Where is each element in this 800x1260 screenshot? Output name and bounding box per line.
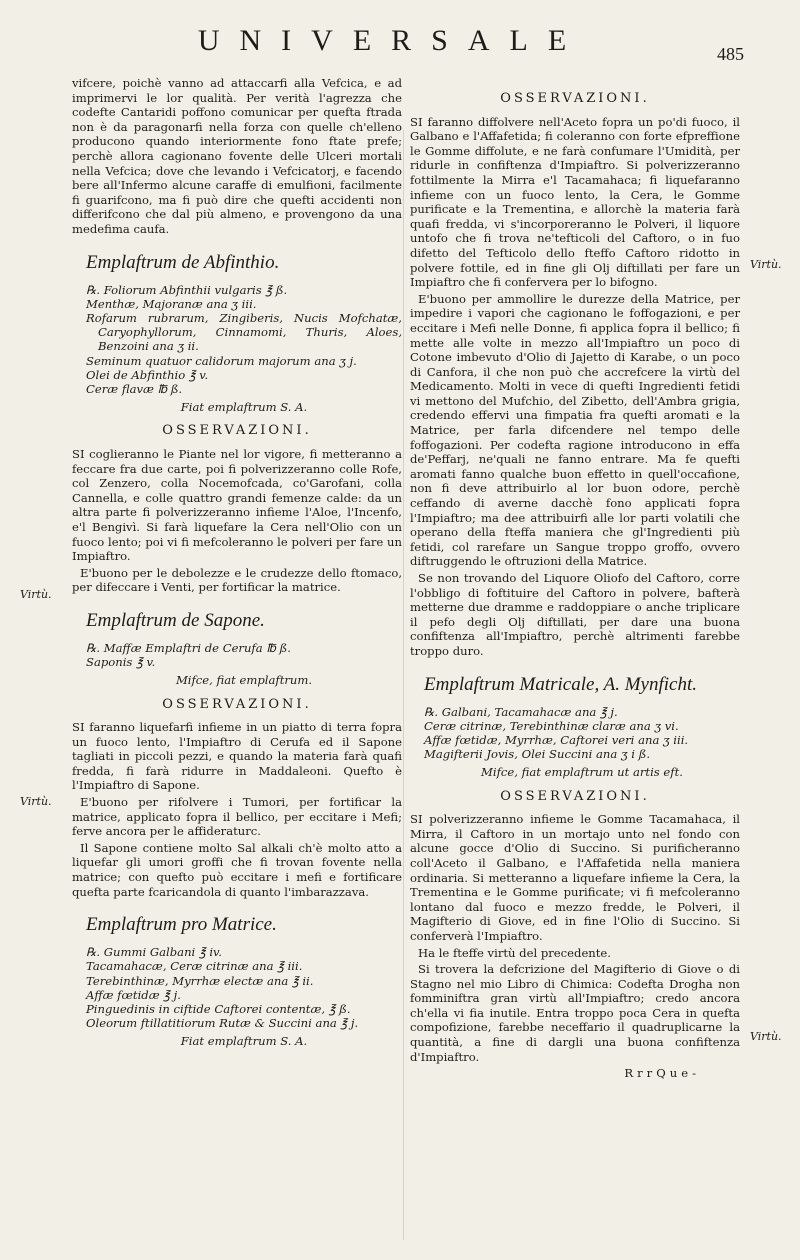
recipe-line: Saponis ℥ v. <box>86 655 156 670</box>
observation-paragraph <box>72 447 402 564</box>
recipe-fiat: Mifce, fiat emplaftrum. <box>175 673 313 688</box>
section-title-abfinthio: Emplaftrum de Abfinthio. <box>86 251 280 273</box>
virtue-paragraph: E'buono per rifolvere i Tumori, per fortificar la matrice, applicato fopra il bellico, per eccitare i Mefi; ferve ancora per le affideraturc. <box>72 795 402 839</box>
margin-note-virtu: Virtù. <box>750 258 782 271</box>
recipe-matrice <box>86 945 402 1048</box>
column-divider <box>403 130 404 1240</box>
observations-heading: OSSERVAZIONI. <box>162 423 312 439</box>
recipe-line: Affæ fœtidæ, Myrrhæ, Caftorei veri ana ʒ iii. <box>424 732 689 747</box>
section-title-sapone: Emplaftrum de Sapone. <box>86 609 265 631</box>
signature-line <box>410 1066 740 1081</box>
left-column <box>72 76 402 1053</box>
recipe-line: Seminum quatuor calidorum majorum ana ʒ j. <box>86 353 357 368</box>
observations-heading: OSSERVAZIONI. <box>500 788 650 804</box>
running-head: UNIVERSALE <box>197 24 587 57</box>
recipe-line: ℞. Galbani, Tacamahacæ ana ℥ j. <box>424 704 618 719</box>
observation-paragraph: SI polverizzeranno infieme le Gomme Tacamahaca, il Mirra, il Caftoro in un mortajo unto nel fondo con alcune gocce d'Olio di Succino. Si purificheranno coll'Aceto il Galbano, e l'Affafetida nella maniera ordinaria. Si metteranno a liquefare infieme la Cera, la Trementina e le Gomme purificate; vi fi mefcoleranno lontano dal fuoco e mezzo fredde, le Polveri, il Magifterio di Giove, ed in fine l'Olio di Succino. Si conferverà l'Impiaftro. <box>410 812 740 943</box>
recipe-line: Menthæ, Majoranæ ana ʒ iii. <box>86 296 257 311</box>
observation-paragraph: Il Sapone contiene molto Sal alkali ch'è molto atto a liquefar gli umori groffi che fi trovan fovente nella matrice; con quefto può eccitare i mefi e fortificare quefta parte fcaricandola di quanto l'imbarazzava. <box>72 840 402 899</box>
recipe-matricale <box>424 705 740 780</box>
recipe-line: Olei de Abfinthio ℥ v. <box>86 367 209 382</box>
recipe-abfinthio <box>86 283 402 415</box>
observation-paragraph: Ha le fteffe virtù del precedente. <box>418 945 611 960</box>
margin-note-virtu: Virtù. <box>750 1030 782 1043</box>
recipe-line: Magifterii Jovis, Olei Succini ana ʒ i ß. <box>424 747 651 762</box>
margin-note-virtu: Virtù. <box>20 795 52 808</box>
section-title-matricale: Emplaftrum Matricale, A. Mynficht. <box>424 673 697 695</box>
recipe-line: ℞. Foliorum Abfinthii vulgaris ℥ ß. <box>86 282 288 297</box>
catchword: Que- <box>656 1066 700 1081</box>
recipe-line: Oleorum ftillatitiorum Rutæ & Succini ana ℥ j. <box>86 1016 359 1031</box>
observation-paragraph: Si trovera la defcrizione del Magifterio di Giove o di Stagno nel mio Libro di Chimica: Codefta Drogha non fomminiftra gran virtù all'Impiaftro; credo ancora ch'ella vi fia inutile. Entra troppo poca Cera in quefta compofizione, farebbe neceffario il quadruplicarne la quantità, a fine di dargli una buona confiftenza d'Impiaftro. <box>410 962 740 1064</box>
recipe-line: Pinguedinis in ciftide Caftorei contentæ, ℥ ß. <box>86 1002 351 1017</box>
recipe-line: Ceræ flavæ ℔ ß. <box>86 381 183 396</box>
recipe-fiat: Fiat emplaftrum S. A. <box>180 400 308 415</box>
recipe-sapone <box>86 641 402 688</box>
observation-text: SI coglieranno le Piante nel lor vigore, fi metteranno a feccare fra due carte, poi fi polverizzeranno colle Rofe, col Zenzero, colla Nocemofcada, co'Garofani, colla Cannella, e colle quattro grandi femenze calde: da un altra parte fi polverizzeranno infieme l'Aloe, l'Incenfo, e'l Bengivì. Si farà liquefare la Cera nell'Olio con un fuoco lento; poi vi fi mefcoleranno le polveri per fare un Impiaftro. <box>72 446 402 564</box>
virtue-paragraph: E'buono per le debolezze e le crudezze dello ftomaco, per difeccare i Venti, per fortificar la matrice. <box>72 565 402 595</box>
recipe-line: Terebinthinæ, Myrrhæ electæ ana ℥ ii. <box>86 973 314 988</box>
recipe-line: ℞. Gummi Galbani ℥ iv. <box>86 945 222 960</box>
recipe-line: Tacamahacæ, Ceræ citrinæ ana ℥ iii. <box>86 959 303 974</box>
recipe-line: Rofarum rubrarum, Zingiberis, Nucis Mofchatæ, Caryophyllorum, Cinnamomi, Thuris, Aloes, Benzoini ana ʒ ii. <box>86 310 402 354</box>
observation-paragraph: SI faranno diffolvere nell'Aceto fopra un po'di fuoco, il Galbano e l'Affafetida; fi coleranno con forte efpreffione le Gomme diffolute, e ne farà confumare l'Umidità, per ridurle in confiftenza d'Impiaftro. Si polverizzeranno fottilmente la Mirra e'l Tacamahaca; fi liquefaranno infieme con un fuoco lento, la Cera, le Gomme purificate e la Trementina, e allorchè la materia farà quafi fredda, vi s'incorporeranno le Polveri, il liquore untofo che fi trova ne'tefticoli del Caftoro, o in fuo difetto del Tefticolo dello fteffo Caftoro ridotto in polvere fottile, ed in fine gli Olj diftillati per fare un Impiaftro che fi confervera per lo bifogno. <box>410 114 740 290</box>
recipe-line: Affæ fœtidæ ℥ j. <box>86 987 181 1002</box>
recipe-line: Ceræ citrinæ, Terebinthinæ claræ ana ʒ vi. <box>424 718 679 733</box>
right-column <box>410 82 740 1081</box>
page-number: 485 <box>717 44 744 64</box>
printer-signature: Rrr <box>624 1066 657 1081</box>
virtue-paragraph: E'buono per ammollire le durezze della Matrice, per impedire i vapori che cagionano le foffogazioni, e per eccitare i Mefi nelle Donne, fi applica fopra il bellico; fi mette alle volte in mezzo all'Impiaftro un poco di Cotone imbevuto d'Olio di Jajetto di Karabe, o un poco di Canfora, il che non può che accrefcere la virtù del Medicamento. Molti in vece di quefti Ingredienti fetidi vi mettono del Mufchio, del Zibetto, dell'Ambra grigia, credendo effervi una fimpatia fra quefti aromati e la Matrice, per farla difcendere nel tempo delle foffogazioni. Per codefta ragione introducono in effa de'Peffarj, ne'quali ne fanno entrare. Ma fe quefti aromati fanno qualche buon effetto in quell'occafione, non fi deve attribuirlo al lor buon odore, perchè ceffando di averne dacchè fono applicati fopra l'Impiaftro; ma dee attribuirfi alle lor parti volatili che operano della fteffa maniera che gl'Ingredienti più fetidi, col rarefare un Sangue troppo groffo, ovvero diftruggendo le oftruzioni della Matrice. <box>410 291 740 569</box>
observation-paragraph: Se non trovando del Liquore Oliofo del Caftoro, corre l'obbligo di foftituire del Caftoro in polvere, bafterà metterne due dramme e raddoppiare o anche triplicare il pefo degli Olj diftillati, per dare una buona confiftenza all'Impiaftro, perchè altrimenti farebbe troppo duro. <box>410 571 740 658</box>
intro-paragraph: vifcere, poichè vanno ad attaccarfi alla Vefcica, e ad imprimervi le lor qualità. Per verità l'agrezza che codefte Cantaridi poffono comunicar per quefta ftrada non è da paragonarfi nella forza con quelle ch'elleno producono quando interiormente fono ftate prefe; perchè allora cagionano fovente delle Ulceri mortali nella Vefcica; dove che levando i Vefcicatorj, e facendo bere all'Infermo alcune caraffe di emulfioni, facilmente fi guarifcono, ma fi può dire che quefti accidenti non differifcono che dal più almeno, e provengono da una medefima caufa. <box>72 76 402 236</box>
margin-note-virtu: Virtù. <box>20 588 52 601</box>
section-title-matrice: Emplaftrum pro Matrice. <box>86 914 277 936</box>
recipe-fiat: Mifce, fiat emplaftrum ut artis eft. <box>481 765 683 780</box>
observations-heading: OSSERVAZIONI. <box>500 91 650 106</box>
observation-paragraph: SI faranno liquefarfi infieme in un piatto di terra fopra un fuoco lento, l'Impiaftro di Cerufa ed il Sapone tagliati in piccoli pezzi, e quando la materia farà quafi fredda, fi farà ridurre in Maddaleoni. Quefto è l'Impiaftro di Sapone. <box>72 720 402 793</box>
recipe-fiat: Fiat emplaftrum S. A. <box>180 1034 308 1049</box>
observations-heading: OSSERVAZIONI. <box>162 696 312 712</box>
recipe-line: ℞. Maffæ Emplaftri de Cerufa ℔ ß. <box>86 640 291 655</box>
